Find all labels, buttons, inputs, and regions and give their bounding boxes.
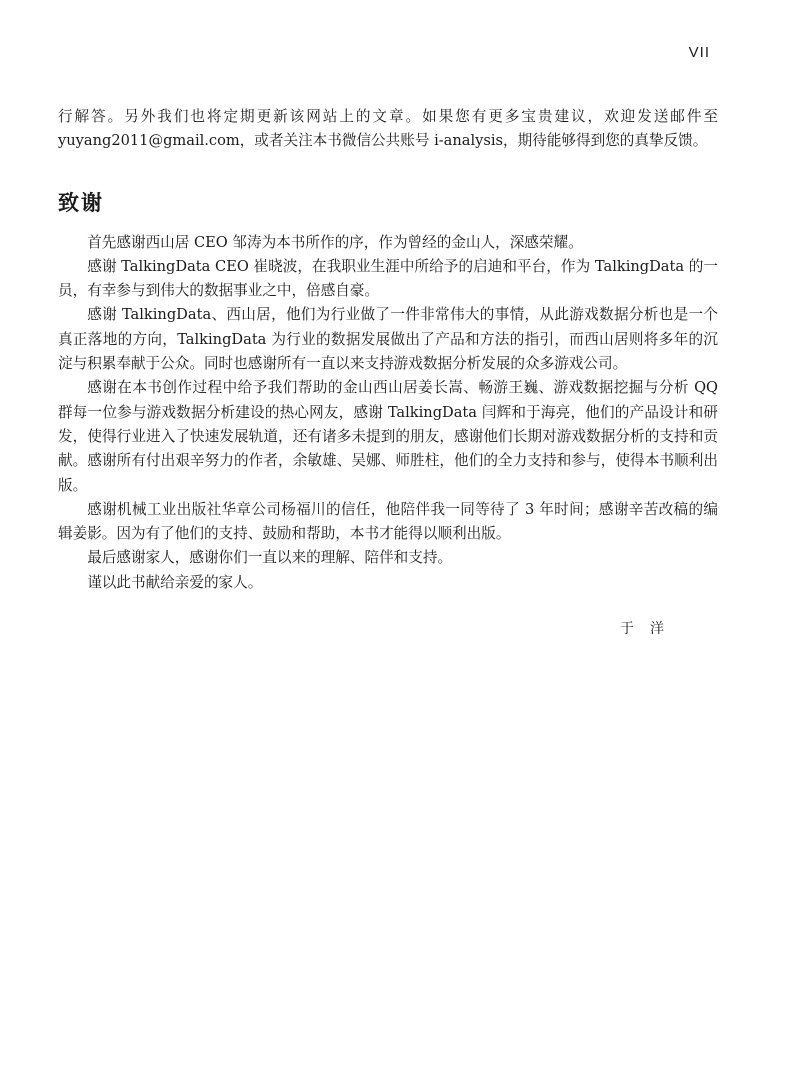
- acknowledgement-paragraph: 感谢在本书创作过程中给予我们帮助的金山西山居姜长嵩、畅游王巍、游戏数据挖掘与分析 QQ 群每一位参与游戏数据分析建设的热心网友，感谢 TalkingData 闫辉和于海亮，他们的产品设计和研发，使得行业进入了快速发展轨道，还有诸多未提到的朋友，感谢他们长期对游戏数据分析的支持和贡献。感谢所有付出艰辛努力的作者，余敏雄、吴娜、师胜柱，他们的全力支持和参与，使得本书顺利出版。: [58, 379, 718, 494]
- acknowledgement-paragraph: 感谢 TalkingData、西山居，他们为行业做了一件非常伟大的事情，从此游戏数据分析也是一个真正落地的方向，TalkingData 为行业的数据发展做出了产品和方法的指引，而西山居则将多年的沉淀与积累奉献于公众。同时也感谢所有一直以来支持游戏数据分析发展的众多游戏公司。: [58, 306, 718, 373]
- acknowledgement-paragraph: 感谢 TalkingData CEO 崔晓波，在我职业生涯中所给予的启迪和平台，作为 TalkingData 的一员，有幸参与到伟大的数据事业之中，倍感自豪。: [58, 257, 718, 300]
- acknowledgement-paragraph: 谨以此书献给亲爱的家人。: [87, 573, 263, 591]
- section-title: 致谢: [58, 190, 104, 215]
- acknowledgement-paragraph: 感谢机械工业出版社华章公司杨福川的信任，他陪伴我一同等待了 3 年时间；感谢辛苦改稿的编辑姜影。因为有了他们的支持、鼓励和帮助，本书才能得以顺利出版。: [58, 500, 718, 543]
- acknowledgement-paragraph: 最后感谢家人，感谢你们一直以来的理解、陪伴和支持。: [87, 549, 453, 567]
- page-body: [58, 105, 718, 641]
- page-number: VII: [688, 44, 710, 61]
- author-signature: 于洋: [620, 621, 680, 638]
- acknowledgement-paragraph: 首先感谢西山居 CEO 邹涛为本书所作的序，作为曾经的金山人，深感荣耀。: [87, 233, 583, 251]
- intro-paragraph: 行解答。另外我们也将定期更新该网站上的文章。如果您有更多宝贵建议，欢迎发送邮件至yuyang2011@gmail.com，或者关注本书微信公共账号 i-analysis，期待能够得到您的真挚反馈。: [58, 108, 718, 150]
